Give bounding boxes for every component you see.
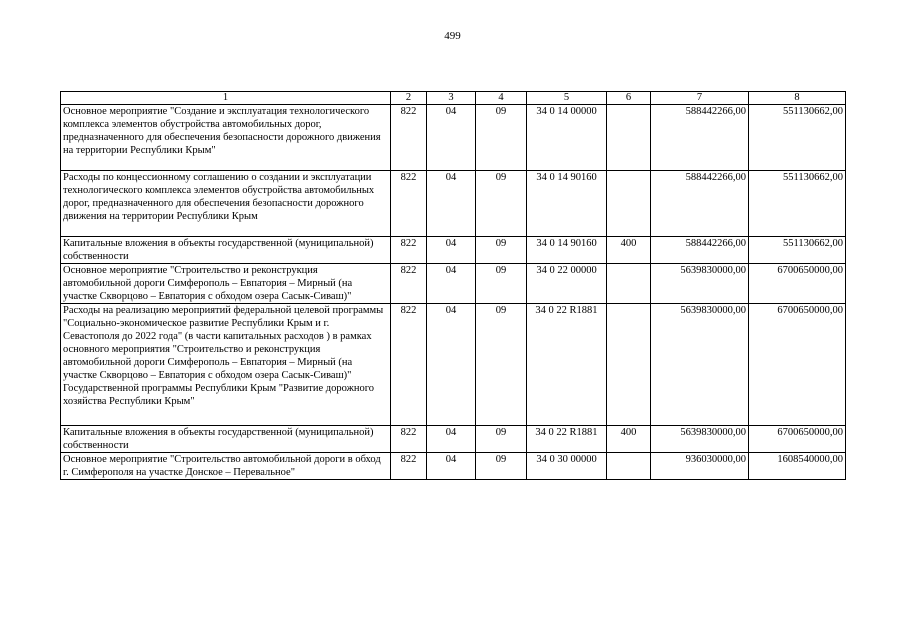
amount-col8-cell: 6700650000,00	[749, 426, 846, 453]
ministry-code-cell: 822	[391, 171, 427, 237]
budget-table	[60, 91, 846, 480]
table-row	[61, 105, 846, 171]
column-header: 1	[61, 92, 391, 105]
page-number: 499	[444, 30, 461, 42]
subsection-code-cell: 09	[476, 237, 527, 264]
column-header: 7	[651, 92, 749, 105]
expense-type-cell	[607, 264, 651, 304]
amount-col8-cell: 6700650000,00	[749, 304, 846, 426]
table-row	[61, 453, 846, 480]
amount-col7-cell: 588442266,00	[651, 105, 749, 171]
section-code-cell: 04	[427, 105, 476, 171]
subsection-code-cell: 09	[476, 304, 527, 426]
ministry-code-cell: 822	[391, 426, 427, 453]
expense-name-cell: Основное мероприятие "Создание и эксплуатация технологического комплекса элементов обустройства автомобильных дорог, предназначенного для обеспечения безопасности дорожного движения на территории Республики Крым"	[61, 105, 391, 171]
expense-name-cell: Расходы по концессионному соглашению о создании и эксплуатации технологического комплекса элементов обустройства автомобильных дорог, предназначенного для обеспечения безопасности дорожного движения на территории Республики Крым	[61, 171, 391, 237]
section-code-cell: 04	[427, 453, 476, 480]
ministry-code-cell: 822	[391, 105, 427, 171]
ministry-code-cell: 822	[391, 237, 427, 264]
section-code-cell: 04	[427, 304, 476, 426]
ministry-code-cell: 822	[391, 304, 427, 426]
column-header: 6	[607, 92, 651, 105]
column-header: 8	[749, 92, 846, 105]
target-article-cell: 34 0 14 00000	[527, 105, 607, 171]
amount-col8-cell: 551130662,00	[749, 171, 846, 237]
subsection-code-cell: 09	[476, 105, 527, 171]
expense-type-cell	[607, 453, 651, 480]
expense-name-cell: Расходы на реализацию мероприятий федеральной целевой программы "Социально-экономическое развитие Республики Крым и г. Севастополя до 2022 года" (в части капитальных расходов ) в рамках основного мероприятия "Строительство и реконструкция автомобильной дороги Симферополь – Евпатория – Мирный (на участке Скворцово – Евпатория с обходом озера Сасык-Сиваш)" Государственной программы Республики Крым "Развитие дорожного хозяйства Республики Крым"	[61, 304, 391, 426]
expense-name-cell: Капитальные вложения в объекты государственной (муниципальной) собственности	[61, 426, 391, 453]
amount-col8-cell: 1608540000,00	[749, 453, 846, 480]
target-article-cell: 34 0 30 00000	[527, 453, 607, 480]
subsection-code-cell: 09	[476, 171, 527, 237]
column-header: 2	[391, 92, 427, 105]
amount-col8-cell: 551130662,00	[749, 237, 846, 264]
ministry-code-cell: 822	[391, 264, 427, 304]
expense-type-cell: 400	[607, 237, 651, 264]
target-article-cell: 34 0 22 R1881	[527, 304, 607, 426]
amount-col7-cell: 936030000,00	[651, 453, 749, 480]
table-header-row	[61, 92, 846, 105]
subsection-code-cell: 09	[476, 264, 527, 304]
target-article-cell: 34 0 22 00000	[527, 264, 607, 304]
table-row	[61, 237, 846, 264]
section-code-cell: 04	[427, 171, 476, 237]
section-code-cell: 04	[427, 264, 476, 304]
section-code-cell: 04	[427, 237, 476, 264]
column-header: 4	[476, 92, 527, 105]
expense-name-cell: Основное мероприятие "Строительство и реконструкция автомобильной дороги Симферополь – Евпатория – Мирный (на участке Скворцово – Евпатория с обходом озера Сасык-Сиваш)"	[61, 264, 391, 304]
amount-col7-cell: 5639830000,00	[651, 264, 749, 304]
table-row	[61, 426, 846, 453]
amount-col7-cell: 5639830000,00	[651, 426, 749, 453]
amount-col7-cell: 588442266,00	[651, 237, 749, 264]
column-header: 3	[427, 92, 476, 105]
target-article-cell: 34 0 14 90160	[527, 237, 607, 264]
expense-type-cell	[607, 105, 651, 171]
amount-col8-cell: 6700650000,00	[749, 264, 846, 304]
section-code-cell: 04	[427, 426, 476, 453]
expense-name-cell: Основное мероприятие "Строительство автомобильной дороги в обход г. Симферополя на участке Донское – Перевальное"	[61, 453, 391, 480]
expense-name-cell: Капитальные вложения в объекты государственной (муниципальной) собственности	[61, 237, 391, 264]
table-row	[61, 171, 846, 237]
target-article-cell: 34 0 22 R1881	[527, 426, 607, 453]
subsection-code-cell: 09	[476, 453, 527, 480]
expense-type-cell	[607, 171, 651, 237]
expense-type-cell	[607, 304, 651, 426]
column-header: 5	[527, 92, 607, 105]
amount-col7-cell: 5639830000,00	[651, 304, 749, 426]
ministry-code-cell: 822	[391, 453, 427, 480]
amount-col8-cell: 551130662,00	[749, 105, 846, 171]
target-article-cell: 34 0 14 90160	[527, 171, 607, 237]
subsection-code-cell: 09	[476, 426, 527, 453]
amount-col7-cell: 588442266,00	[651, 171, 749, 237]
table-row	[61, 304, 846, 426]
expense-type-cell: 400	[607, 426, 651, 453]
table-row	[61, 264, 846, 304]
